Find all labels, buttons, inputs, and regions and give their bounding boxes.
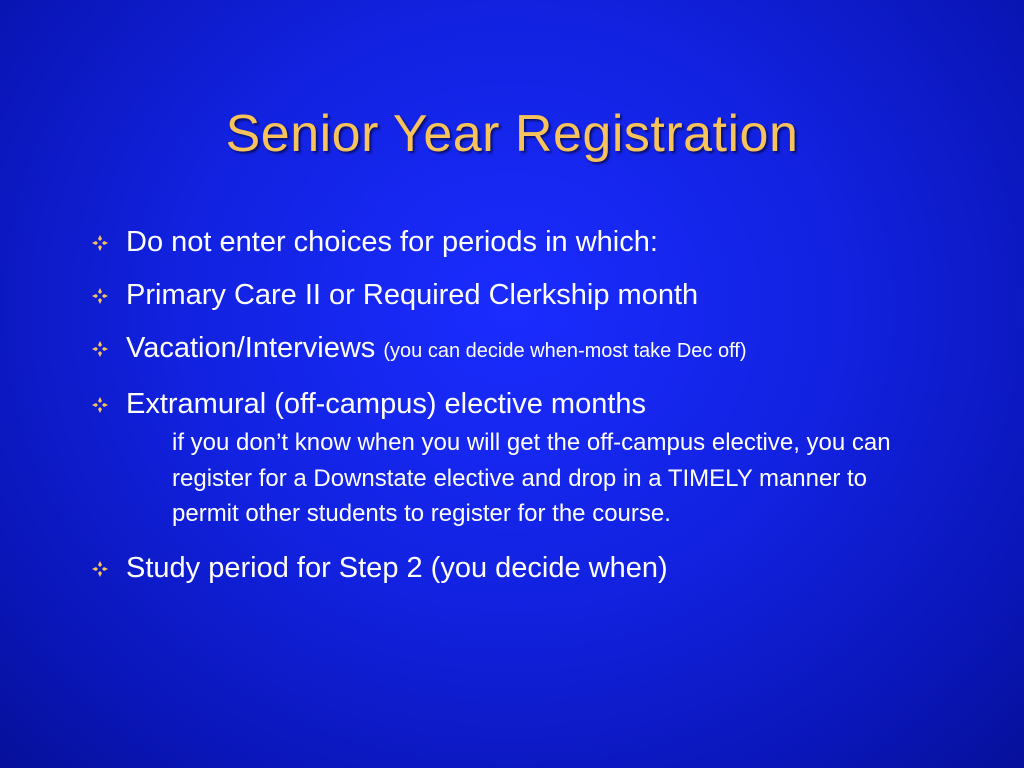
bullet-text: Study period for Step 2 (you decide when) <box>126 551 668 584</box>
diamond-bullet-icon <box>90 224 126 260</box>
sub-paragraph <box>90 425 970 532</box>
diamond-bullet-icon <box>90 550 126 586</box>
diamond-bullet-icon <box>90 330 126 366</box>
bullet-list <box>90 224 970 603</box>
bullet-item <box>90 277 970 313</box>
slide-title: Senior Year Registration <box>225 105 799 163</box>
bullet-item <box>90 330 970 369</box>
bullet-text: Primary Care II or Required Clerkship month <box>126 279 699 311</box>
bullet-text: Extramural (off-campus) elective months <box>126 388 647 420</box>
bullet-note: (you can decide when-most take Dec off) <box>383 340 747 362</box>
bullet-text <box>126 330 970 369</box>
diamond-bullet-icon <box>90 386 126 422</box>
bullet-item <box>90 550 970 586</box>
bullet-item <box>90 386 970 422</box>
bullet-item <box>90 224 970 260</box>
diamond-bullet-icon <box>90 277 126 313</box>
bullet-main-text: Vacation/Interviews <box>126 332 384 364</box>
bullet-text: Do not enter choices for periods in which: <box>126 226 658 258</box>
sub-text: if you don’t know when you will get the off-campus elective, you can register for a Downstate elective and drop in a TIMELY manner to permit other students to register for the course. <box>172 429 891 527</box>
